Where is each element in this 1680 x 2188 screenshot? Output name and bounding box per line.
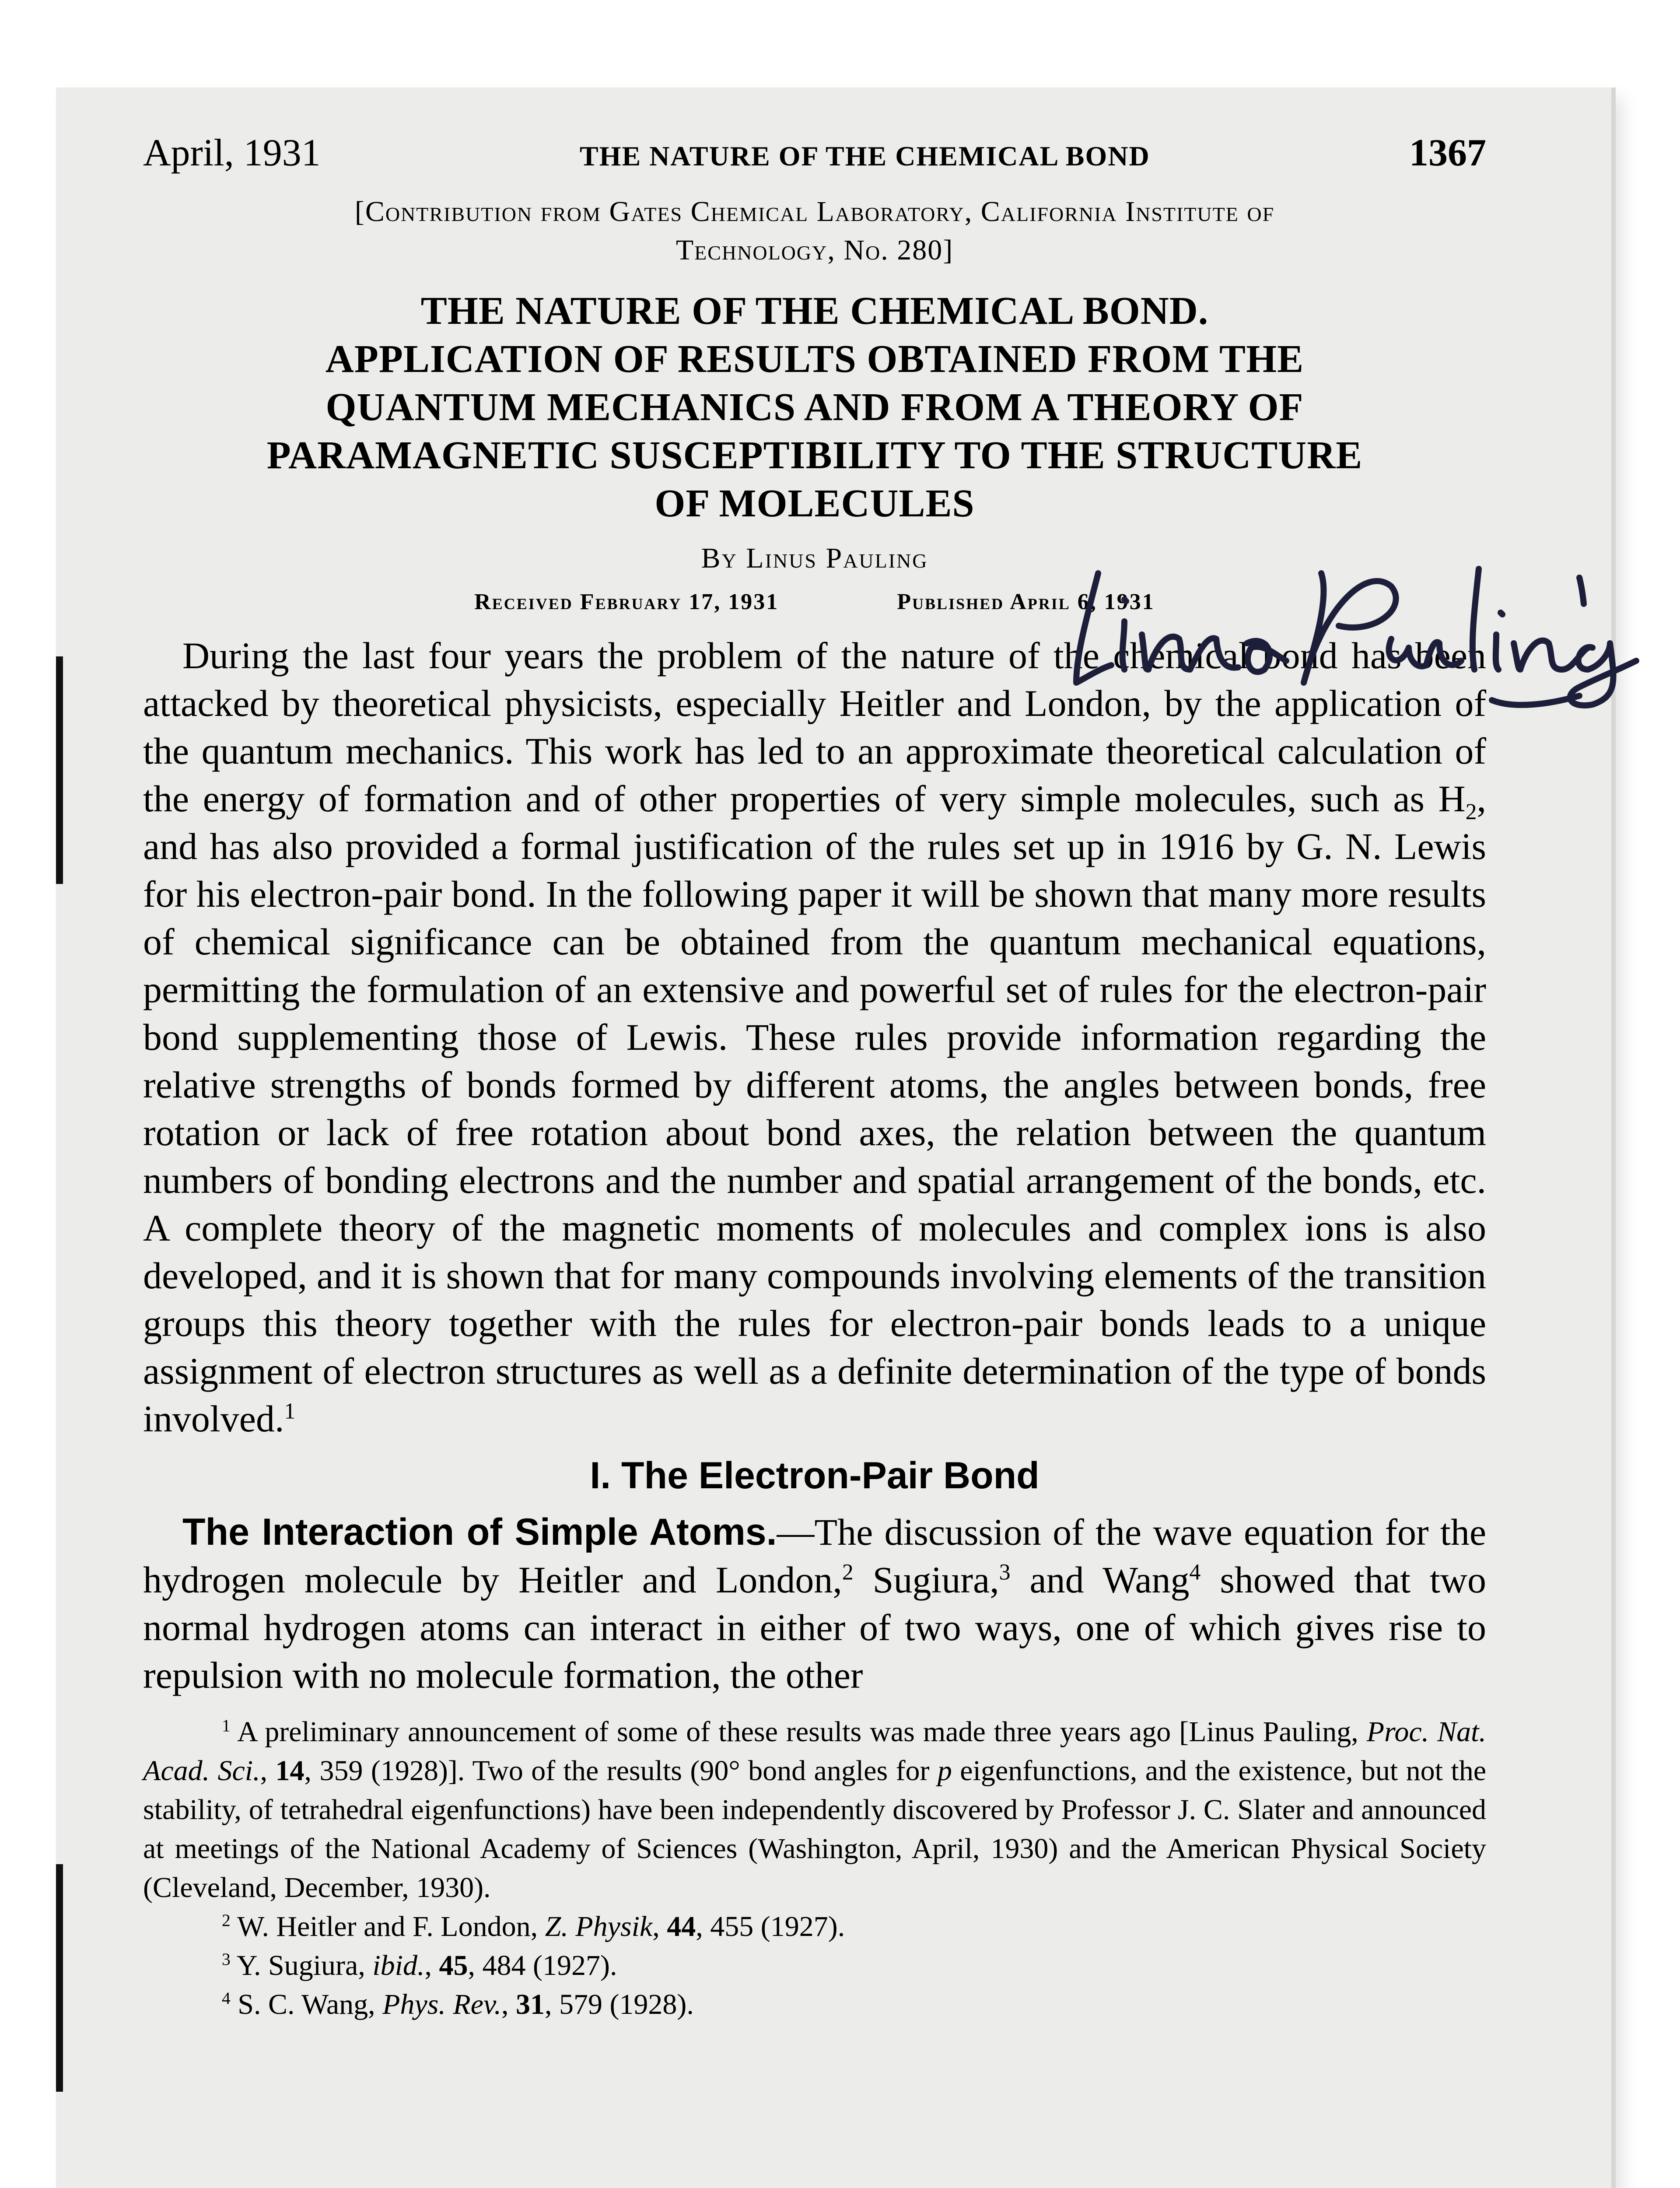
running-head [143, 118, 1486, 188]
footnote-text: A preliminary announcement of some of these results was made three years ago [Linus Pauling, [230, 1716, 1367, 1748]
running-title: THE NATURE OF THE CHEMICAL BOND [580, 140, 1150, 172]
intro-paragraph [143, 632, 1486, 1443]
footnote-3: $^3$ Y. Sugiura, ibid., 45, 484 (1927). [222, 1950, 617, 1981]
title-line: PARAMAGNETIC SUSCEPTIBILITY TO THE STRUCTURE [266, 434, 1363, 477]
title-line: OF MOLECULES [654, 482, 975, 525]
volume: 14 [275, 1755, 304, 1787]
section-heading: I. The Electron-Pair Bond [590, 1455, 1040, 1497]
issue-date: April, 1931 [143, 132, 321, 174]
article [143, 118, 1486, 2024]
footnote-number: 1 [222, 1716, 231, 1735]
binding-edge [56, 1864, 63, 2092]
footnotes [143, 1712, 1486, 2024]
volume: 45 [439, 1950, 468, 1981]
footnote-number: 4 [222, 1988, 231, 2008]
contribution-line: [Contribution from Gates Chemical Laboratory, California Institute of [354, 196, 1275, 228]
volume: 44 [667, 1911, 696, 1943]
footnote-text: , 484 (1927). [468, 1950, 617, 1981]
footnote-text: , 455 (1927). [696, 1911, 845, 1943]
footnote-ref: 2 [842, 1560, 854, 1585]
journal-name: Z. Physik [545, 1911, 653, 1943]
body-text: showed that two normal hydrogen atoms can interact in either of two ways, one of which gives rise to repulsion with no molecule formation, the other [143, 1559, 1486, 1696]
footnote-4: $^4$ S. C. Wang, Phys. Rev., 31, 579 (1928). [222, 1988, 694, 2020]
handwritten-signature [1059, 538, 1641, 748]
body-text: During the last four years the problem of the nature of the chemical bond has been attacked by theoretical physicists, especially Heitler and London, by the application of the quantum mechanics. This work has led to an approximate theoretical calculation of the energy of formation and of other properties of very simple molecules, such as H [143, 635, 1486, 820]
title-line: QUANTUM MECHANICS AND FROM A THEORY OF [326, 386, 1304, 429]
contribution-line: Technology, No. 280] [676, 234, 954, 266]
footnote-text: , 579 (1928). [544, 1988, 694, 2020]
footnote-text: Y. Sugiura, [230, 1950, 373, 1981]
body-text: Sugiura, [853, 1559, 999, 1601]
article-title [143, 287, 1486, 528]
footnote-ref: 4 [1189, 1560, 1201, 1585]
footnote-1: $^1$ A preliminary announcement of some of these results was made three years ago [Linus Pauling, Proc. Nat. Acad. Sci., 14, 359 (1928)]. Two of the results (90° bond angles for p eigenfunctions, and the existence, but not the stability, of tetrahedral eigenfunctions) have been independently discovered by Professor J. C. Slater and announced at meetings of the National Academy of Sciences (Washington, April, 1930) and the American Physical Society (Cleveland, December, 1930). [143, 1716, 1487, 1904]
journal-name: ibid. [372, 1950, 425, 1981]
volume: 31 [515, 1988, 545, 2020]
footnote-number: 2 [222, 1911, 231, 1930]
article-body [143, 632, 1486, 1699]
subscript: 2 [1465, 799, 1477, 825]
footnote-text: eigenfunctions, and the existence, but not the stability, of tetrahedral eigenfunctions) have been independently discovered by Professor J. C. Slater and announced at meetings of the National Academy of Sciences (Washington, April, 1930) and the American Physical Society (Cleveland, December, 1930). [143, 1755, 1486, 1904]
run-in-heading: The Interaction of Simple Atoms. [182, 1511, 777, 1553]
published-date: Published April 6, 1931 [897, 589, 1155, 614]
page-number: 1367 [1409, 132, 1486, 174]
journal-name: Phys. Rev. [382, 1988, 501, 2020]
title-line: THE NATURE OF THE CHEMICAL BOND. [420, 289, 1209, 333]
body-text: and Wang [1010, 1559, 1190, 1601]
body-text: , and has also provided a formal justification of the rules set up in 1916 by G. N. Lewis for his electron-pair bond. In the following paper it will be shown that many more results of chemical significance can be obtained from the quantum mechanical equations, permitting the formulation of an extensive and powerful set of rules for the electron-pair bond supplementing those of Lewis. These rules provide information regarding the relative strengths of bonds formed by different atoms, the angles between bonds, free rotation or lack of free rotation about bond axes, the relation between the quantum numbers of bonding electrons and the number and spatial arrangement of the bonds, etc. A complete theory of the magnetic moments of molecules and complex ions is also developed, and it is shown that for many compounds involving elements of the transition groups this theory together with the rules for electron-pair bonds leads to a unique assignment of electron structures as well as a definite determination of the type of bonds involved. [143, 778, 1486, 1440]
italic-symbol: p [937, 1755, 952, 1787]
footnote-text: S. C. Wang, [230, 1988, 383, 2020]
footnote-text: W. Heitler and F. London, [230, 1911, 545, 1943]
binding-edge [56, 656, 63, 884]
contribution-note [143, 193, 1486, 270]
title-line: APPLICATION OF RESULTS OBTAINED FROM THE [325, 337, 1304, 381]
footnote-ref: 3 [999, 1560, 1011, 1585]
footnote-number: 3 [222, 1950, 231, 1969]
body-text: —The discussion of the wave equation for the hydrogen molecule by Heitler and London, [143, 1511, 1486, 1601]
section-paragraph [143, 1508, 1486, 1699]
received-date: Received February 17, 1931 [474, 589, 779, 614]
journal-name: Proc. Nat. Acad. Sci. [143, 1716, 1487, 1787]
footnote-text: , 359 (1928)]. Two of the results (90° bond angles for [304, 1755, 938, 1787]
author-byline: By Linus Pauling [701, 542, 928, 574]
footnote-2: $^2$ W. Heitler and F. London, Z. Physik, 44, 455 (1927). [222, 1911, 845, 1943]
footnote-ref: 1 [284, 1399, 296, 1424]
